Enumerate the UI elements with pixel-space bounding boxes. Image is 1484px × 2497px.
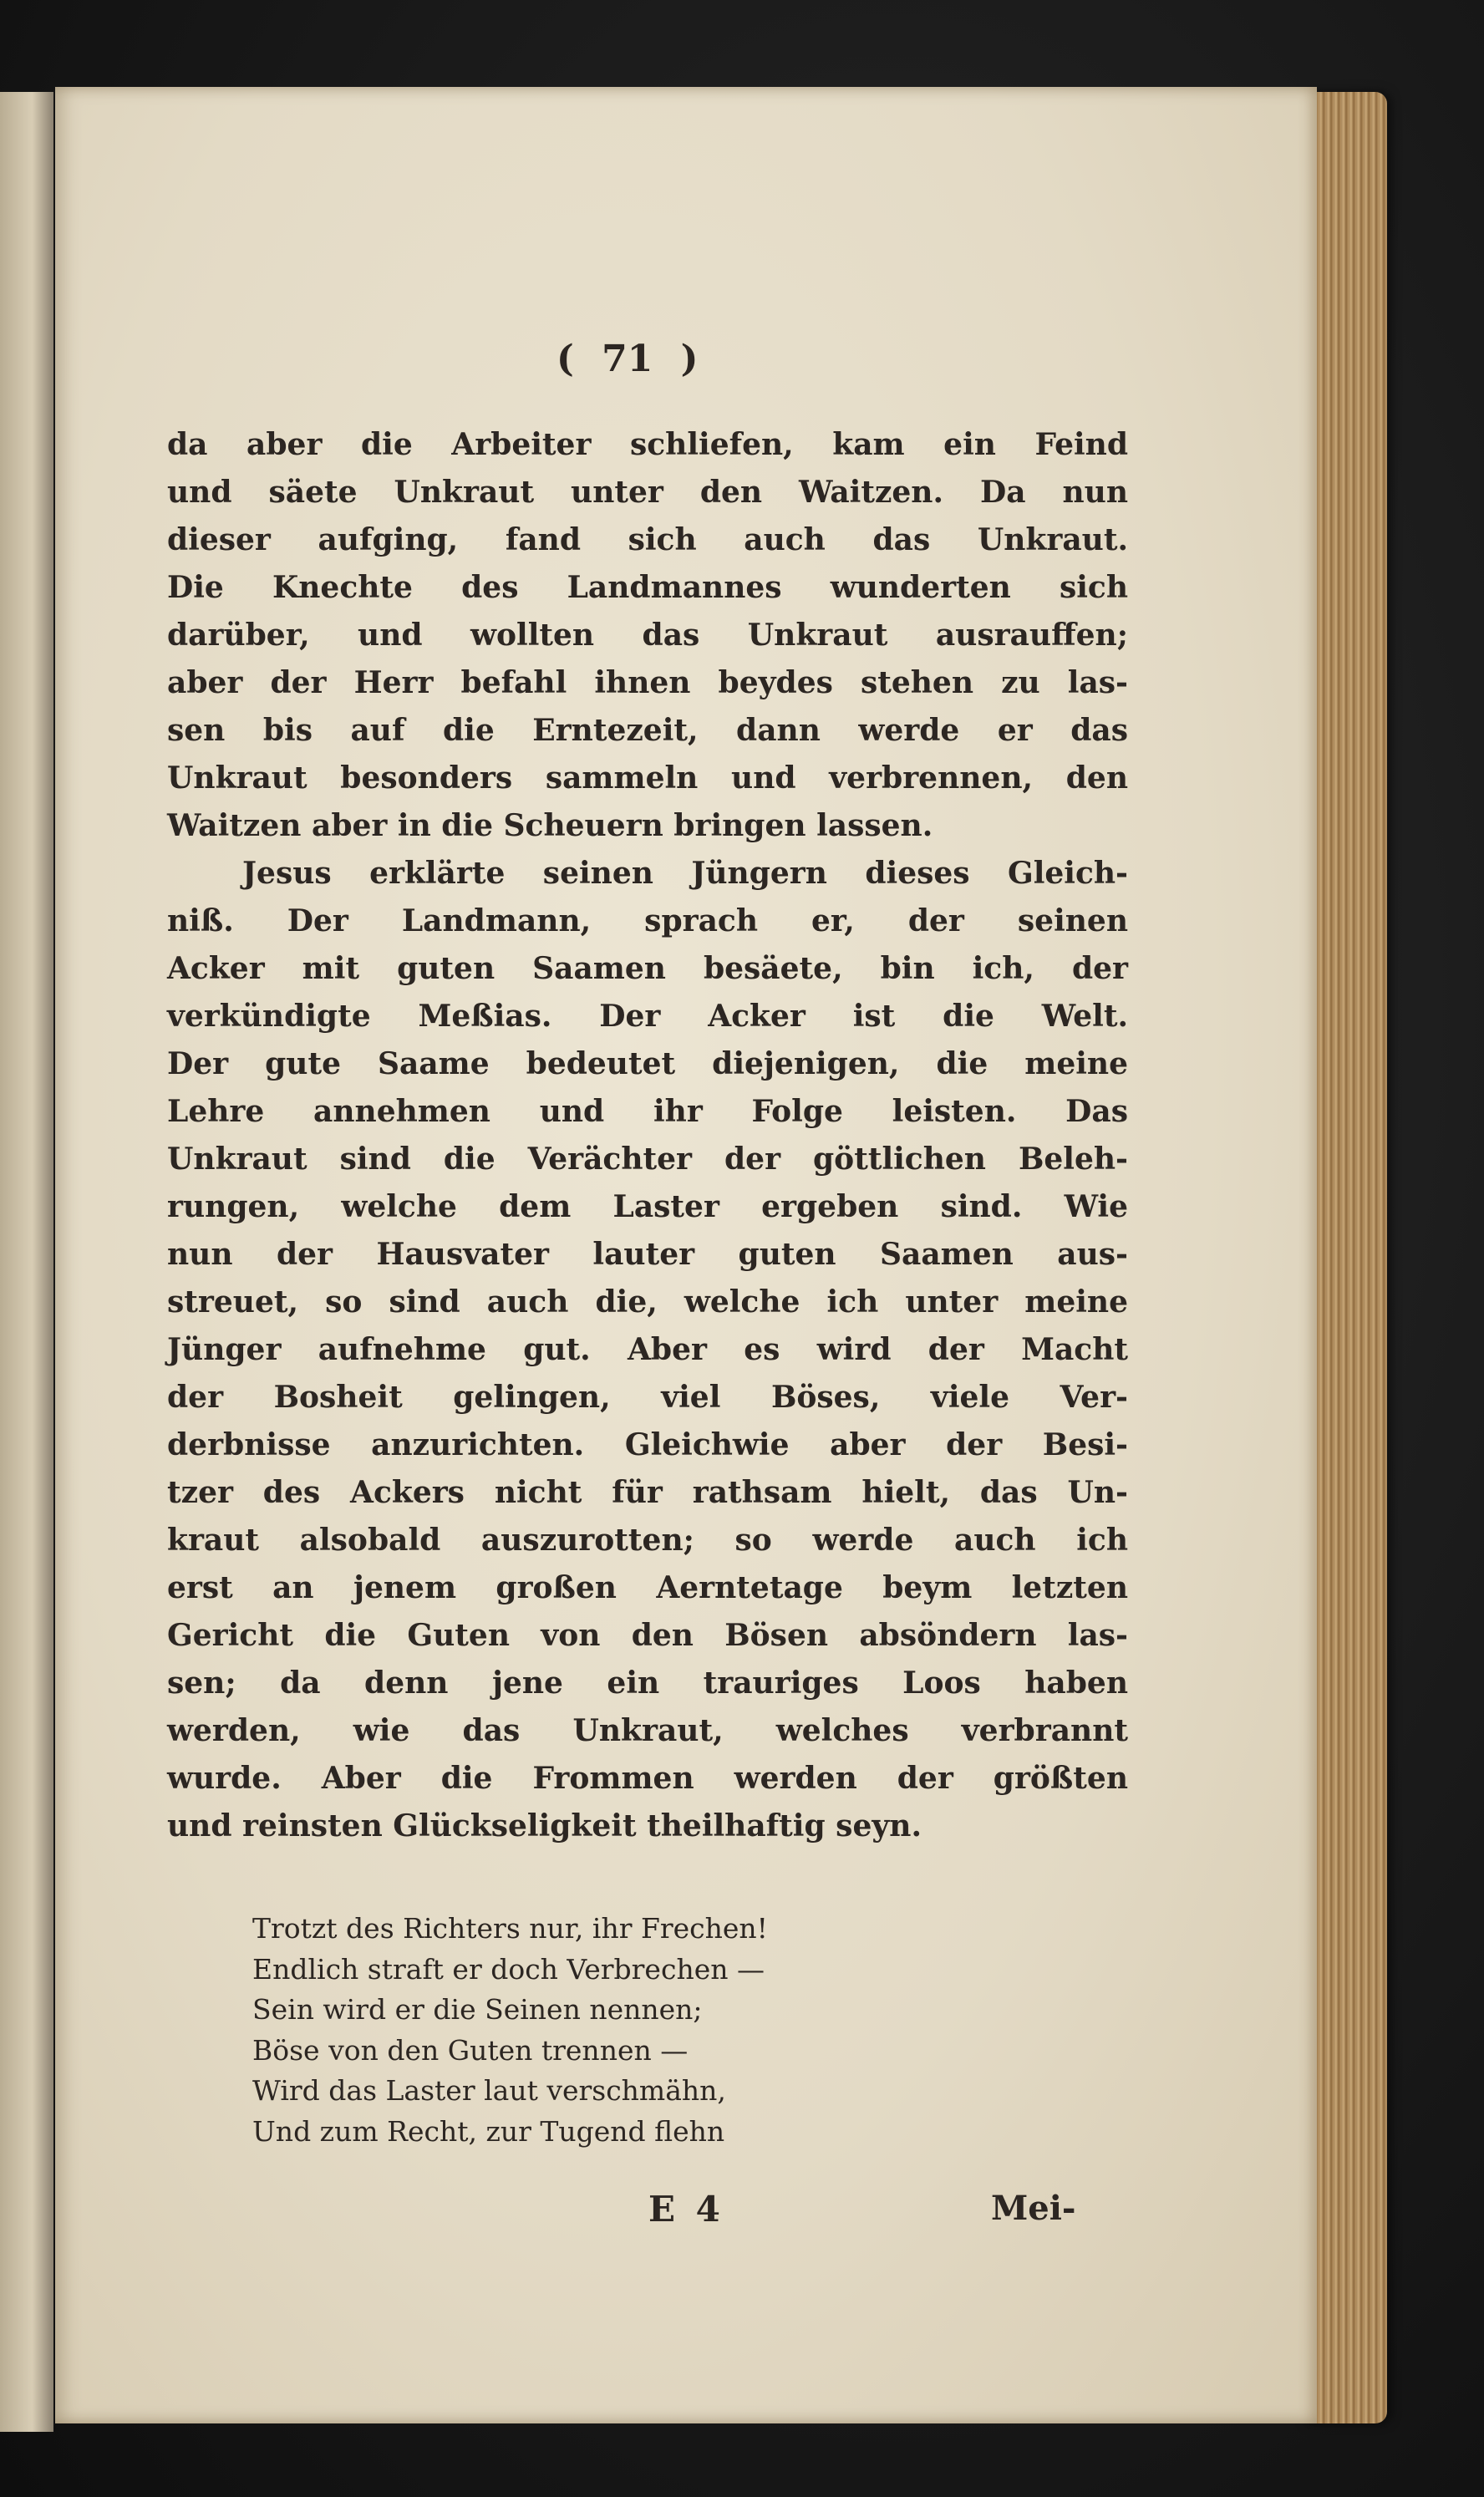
text-line: verkündigte Meßias. Der Acker ist die Welt.	[167, 999, 1128, 1034]
text-line: niß. Der Landmann, sprach er, der seinen	[167, 903, 1128, 938]
poem-line: Wird das Laster laut verschmähn,	[252, 2074, 726, 2108]
text-line: rungen, welche dem Laster ergeben sind. Wie	[167, 1189, 1128, 1224]
text-line: der Bosheit gelingen, viel Böses, viele Ver-	[167, 1380, 1128, 1415]
text-line: und säete Unkraut unter den Waitzen. Da nun	[167, 475, 1128, 510]
poem-line: Und zum Recht, zur Tugend flehn	[252, 2114, 725, 2148]
text-line: Waitzen aber in die Scheuern bringen lassen.	[167, 808, 933, 843]
text-line: Jünger aufnehme gut. Aber es wird der Macht	[167, 1332, 1128, 1367]
text-line: Acker mit guten Saamen besäete, bin ich, der	[167, 951, 1128, 986]
text-line: Unkraut sind die Verächter der göttlichen Beleh-	[167, 1142, 1128, 1177]
poem-line: Endlich straft er doch Verbrechen —	[252, 1952, 765, 1986]
text-line: tzer des Ackers nicht für rathsam hielt, das Un-	[167, 1475, 1128, 1510]
text-line: sen; da denn jene ein trauriges Loos haben	[167, 1666, 1128, 1701]
text-line: da aber die Arbeiter schliefen, kam ein Feind	[167, 427, 1128, 462]
poem-line: Böse von den Guten trennen —	[252, 2033, 689, 2067]
previous-page-edge	[0, 92, 53, 2432]
text-line: derbnisse anzurichten. Gleichwie aber der Besi-	[167, 1427, 1128, 1462]
poem-line: Sein wird er die Seinen nennen;	[252, 1993, 703, 2027]
text-line: kraut alsobald auszurotten; so werde auch ich	[167, 1523, 1128, 1558]
poem	[252, 1909, 768, 2153]
text-line: Gericht die Guten von den Bösen absöndern las-	[167, 1618, 1128, 1653]
signature-mark: E 4	[648, 2189, 720, 2230]
text-line: Jesus erklärte seinen Jüngern dieses Gleich-	[242, 856, 1128, 891]
catchword: Mei-	[991, 2189, 1076, 2228]
text-line: sen bis auf die Erntezeit, dann werde er das	[167, 713, 1128, 748]
text-line: darüber, und wollten das Unkraut ausrauffen;	[167, 618, 1128, 653]
text-line: Die Knechte des Landmannes wunderten sich	[167, 570, 1128, 605]
body-text	[167, 421, 1128, 1850]
text-line: wurde. Aber die Frommen werden der größten	[167, 1761, 1128, 1796]
text-line: und reinsten Glückseligkeit theilhaftig seyn.	[167, 1808, 922, 1844]
text-line: dieser aufging, fand sich auch das Unkraut.	[167, 522, 1128, 557]
text-line: werden, wie das Unkraut, welches verbrannt	[167, 1713, 1128, 1748]
text-line: Unkraut besonders sammeln und verbrennen, den	[167, 760, 1128, 796]
text-line: Lehre annehmen und ihr Folge leisten. Das	[167, 1094, 1128, 1129]
text-line: nun der Hausvater lauter guten Saamen aus-	[167, 1237, 1128, 1272]
text-line: streuet, so sind auch die, welche ich unter meine	[167, 1284, 1128, 1320]
page-number: ( 71 )	[556, 338, 699, 380]
poem-line: Trotzt des Richters nur, ihr Frechen!	[252, 1912, 768, 1945]
text-line: Der gute Saame bedeutet diejenigen, die meine	[167, 1046, 1128, 1081]
text-line: aber der Herr befahl ihnen beydes stehen zu las-	[167, 665, 1128, 700]
book-page	[55, 87, 1317, 2423]
text-line: erst an jenem großen Aerntetage beym letzten	[167, 1570, 1128, 1605]
